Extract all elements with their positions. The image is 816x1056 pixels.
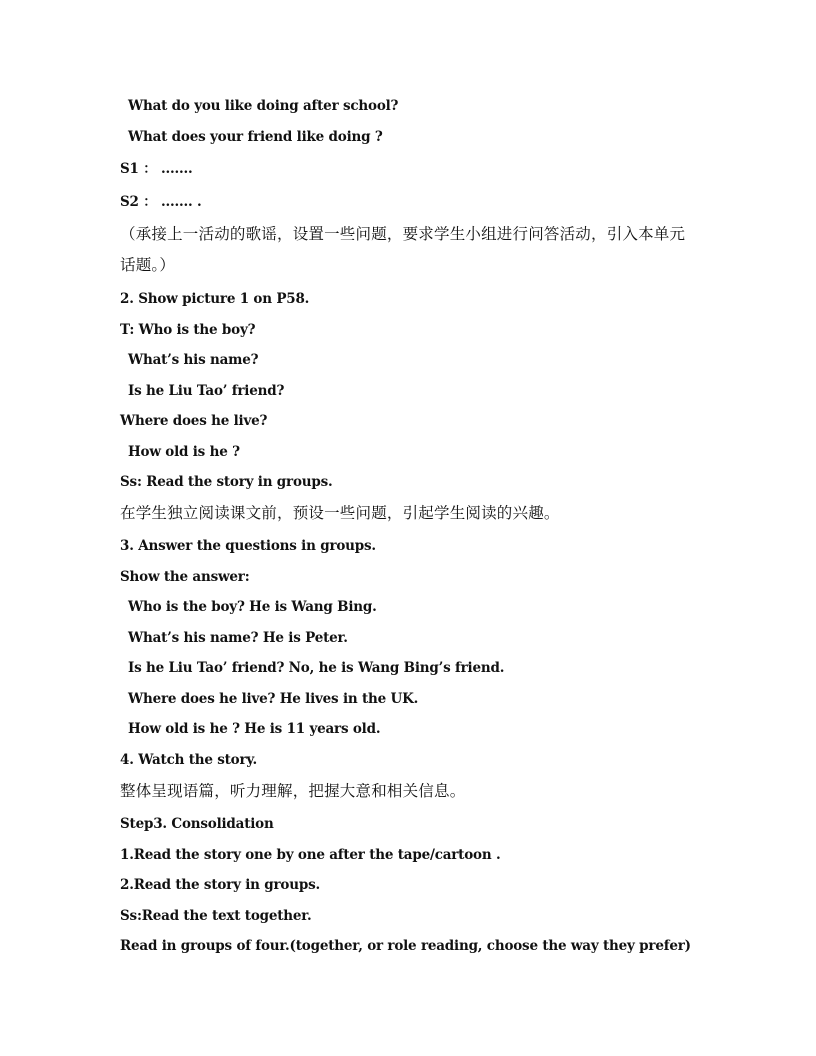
answer-line: Where does he live? He lives in the UK. (128, 691, 419, 707)
question-line: Where does he live? (120, 413, 268, 429)
answer-line: How old is he ? He is 11 years old. (128, 721, 381, 737)
question-line: What do you like doing after school? (128, 98, 399, 114)
question-line: What does your friend like doing ? (128, 129, 383, 145)
step-heading: 4. Watch the story. (120, 752, 257, 768)
step-heading: 2. Show picture 1 on P58. (120, 291, 310, 307)
answer-heading: Show the answer: (120, 569, 250, 585)
answer-line: Is he Liu Tao’ friend? No, he is Wang Bing’s friend. (128, 660, 505, 676)
student-line: S2 ： ....... . (120, 194, 202, 210)
question-line: What’s his name? (128, 352, 259, 368)
answer-line: What’s his name? He is Peter. (128, 630, 348, 646)
student-line: S1 ： ....... (120, 161, 193, 177)
question-line: Is he Liu Tao’ friend? (128, 383, 285, 399)
teacher-line: T: Who is the boy? (120, 322, 256, 338)
section-heading: Step3. Consolidation (120, 816, 274, 832)
chinese-note-line: 整体呈现语篇，听力理解，把握大意和相关信息。 (120, 782, 466, 800)
chinese-note-line: （承接上一活动的歌谣，设置一些问题，要求学生小组进行问答活动，引入本单元 (120, 225, 686, 243)
activity-line: 2.Read the story in groups. (120, 877, 320, 893)
activity-line: Read in groups of four.(together, or role reading, choose the way they prefer) (120, 938, 691, 954)
students-line: Ss: Read the story in groups. (120, 474, 333, 490)
answer-line: Who is the boy? He is Wang Bing. (128, 599, 377, 615)
question-line: How old is he ? (128, 444, 240, 460)
step-heading: 3. Answer the questions in groups. (120, 538, 376, 554)
chinese-note-line: 话题。） (120, 256, 176, 274)
activity-line: Ss:Read the text together. (120, 908, 312, 924)
activity-line: 1.Read the story one by one after the tape/cartoon . (120, 847, 501, 863)
chinese-note-line: 在学生独立阅读课文前，预设一些问题，引起学生阅读的兴趣。 (120, 504, 560, 522)
